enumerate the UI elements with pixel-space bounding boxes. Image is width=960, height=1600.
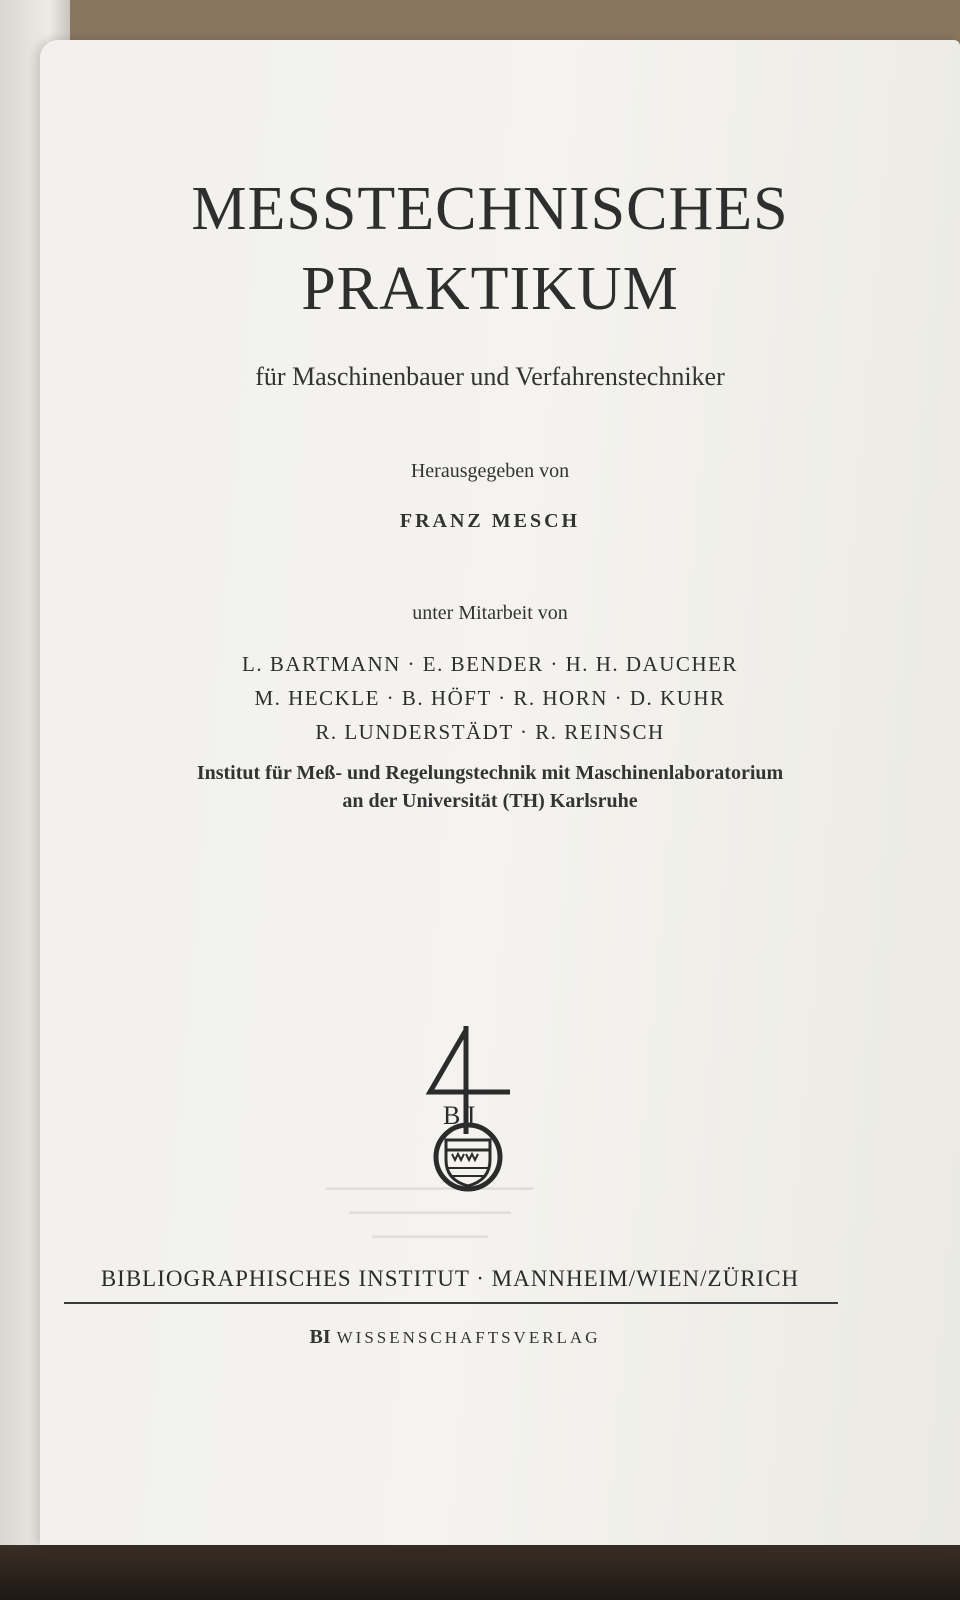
institute-line-2: an der Universität (TH) Karlsruhe <box>342 790 638 812</box>
divider-rule <box>64 1302 838 1304</box>
logo-letters: B I <box>443 1101 476 1130</box>
editor-name: FRANZ MESCH <box>399 510 581 532</box>
title-line-2: PRAKTIKUM <box>301 255 679 323</box>
editor-intro: Herausgegeben von <box>410 460 570 482</box>
collaboration-intro: unter Mitarbeit von <box>412 602 568 624</box>
title-line-1: MESSTECHNISCHES <box>191 175 789 243</box>
subtitle: für Maschinenbauer und Verfahrenstechniker <box>255 362 725 391</box>
contributors-line: R. LUNDERSTÄDT · R. REINSCH <box>315 720 665 744</box>
imprint-line <box>80 1326 830 1349</box>
imprint-name: WISSENSCHAFTSVERLAG <box>336 1328 601 1347</box>
publisher-emblem-icon <box>418 1022 528 1192</box>
institute-line-1: Institut für Meß- und Regelungstechnik mit Maschinenlaboratorium <box>196 762 784 784</box>
contributors-line: L. BARTMANN · E. BENDER · H. H. DAUCHER <box>242 652 738 676</box>
show-through-text: ▁▁▁▁▁▁▁▁▁▁▁▁▁▁▁▁▁▁ ▁▁▁▁▁▁▁▁▁▁▁▁▁▁ ▁▁▁▁▁▁▁▁▁▁ <box>326 1174 534 1238</box>
book-bottom-edge <box>0 1545 960 1600</box>
contributors-line: M. HECKLE · B. HÖFT · R. HORN · D. KUHR <box>254 686 726 710</box>
imprint-mark: BI <box>309 1326 331 1348</box>
title-page <box>40 40 960 1545</box>
publisher-line: BIBLIOGRAPHISCHES INSTITUT · MANNHEIM/WIEN/ZÜRICH <box>100 1266 800 1291</box>
